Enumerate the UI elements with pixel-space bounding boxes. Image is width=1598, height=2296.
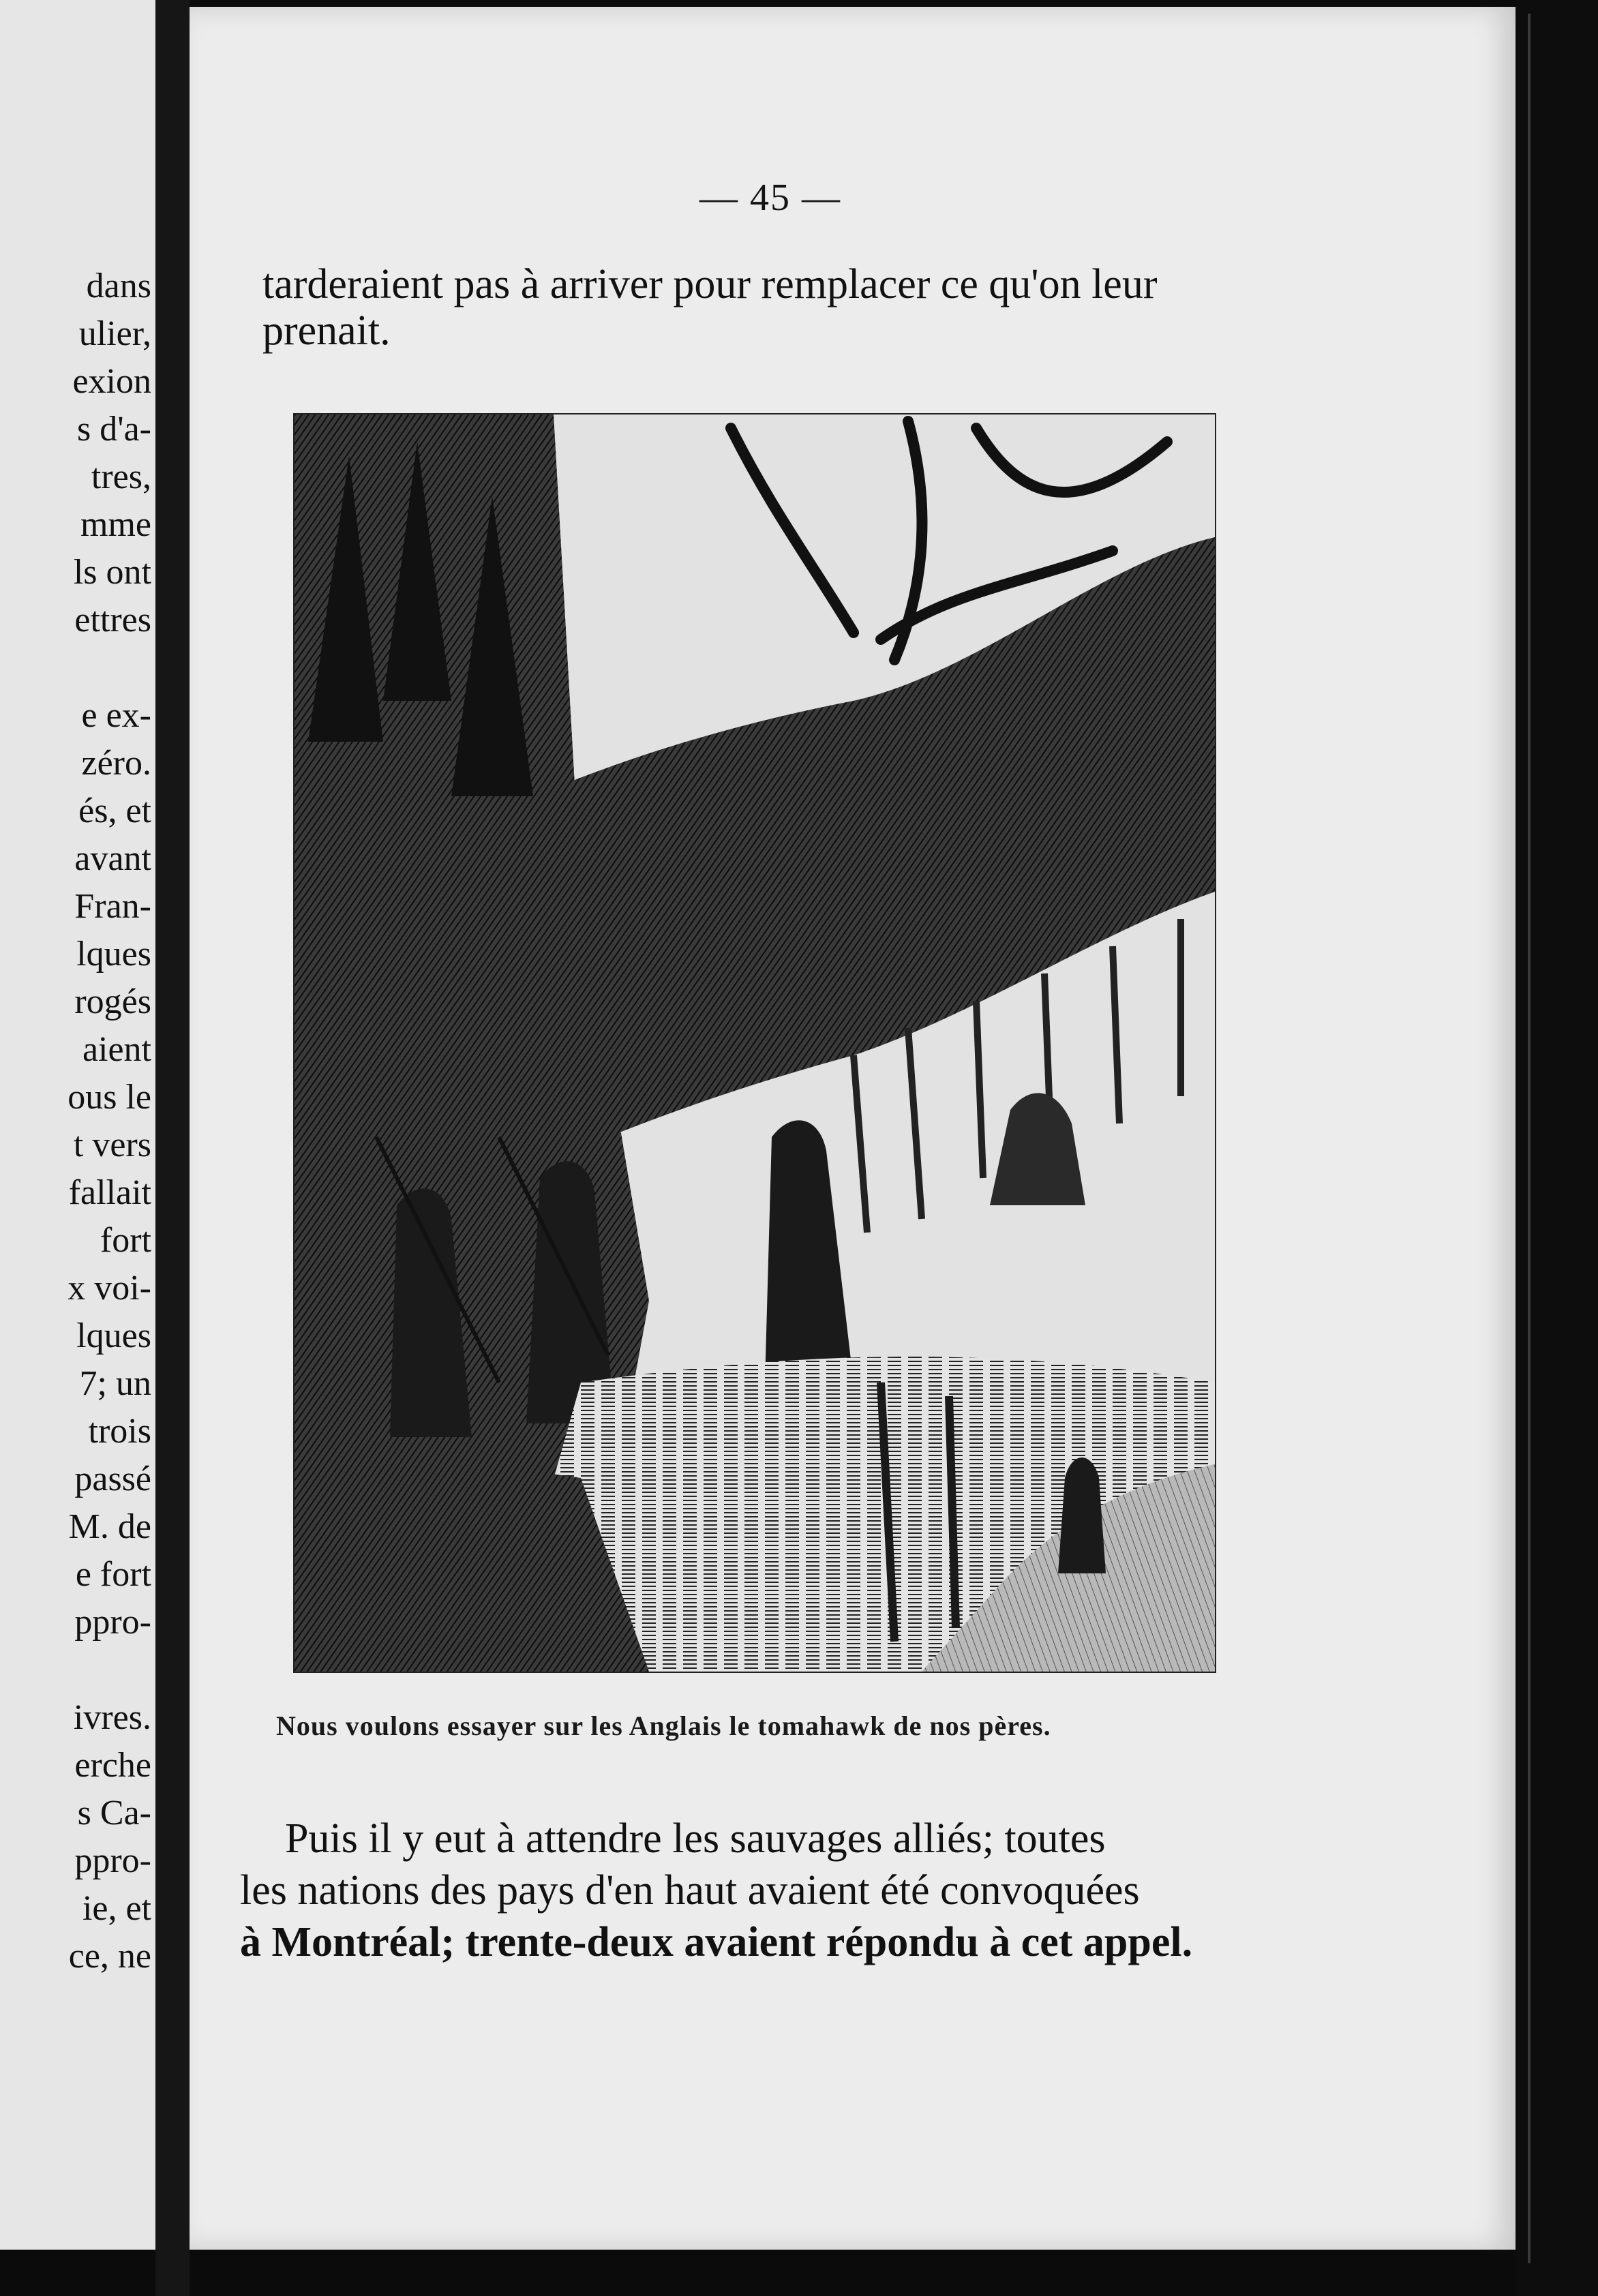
left-page-line: fort [100, 1221, 151, 1260]
left-page-line: trois [88, 1412, 151, 1451]
left-page-line: ls ont [73, 553, 151, 592]
left-page-line: Fran- [74, 887, 151, 926]
top-text-line-2: prenait. [262, 307, 391, 354]
left-page-line: ous le [67, 1078, 151, 1117]
left-page-line: e fort [75, 1555, 151, 1594]
left-page-line: ie, et [82, 1889, 151, 1928]
left-page-line: x voi- [67, 1269, 151, 1308]
left-page-line: lques [76, 1316, 151, 1355]
left-page-line: ppro- [74, 1841, 151, 1880]
book-gutter [155, 0, 190, 2296]
left-page-line: és, et [78, 791, 151, 830]
left-page-line: erche [74, 1746, 151, 1785]
left-page-line: t vers [73, 1126, 151, 1164]
left-page-line: e ex- [81, 696, 151, 735]
left-page-line: M. de [68, 1507, 151, 1546]
left-page-line: s d'a- [76, 410, 151, 449]
left-page-line: ettres [74, 601, 151, 639]
left-page-line: tres, [91, 457, 151, 496]
engraving-illustration [293, 413, 1216, 1673]
paragraph-line-1: Puis il y eut à attendre les sauvages alliés; toutes [285, 1815, 1106, 1862]
left-page-line: passé [74, 1460, 151, 1498]
left-page-line: ulier, [78, 314, 151, 353]
left-page-line: ppro- [74, 1603, 151, 1642]
left-page-fragment [0, 0, 157, 2250]
page-edge [1516, 0, 1598, 2296]
left-page-line: fallait [68, 1173, 151, 1212]
left-page-line: dans [86, 267, 151, 305]
left-page-line: exion [72, 362, 151, 401]
left-page-line: mme [80, 505, 151, 544]
left-page-line: ce, ne [68, 1937, 151, 1976]
left-page-line: aient [82, 1030, 151, 1069]
top-text-line-1: tarderaient pas à arriver pour remplacer ce qu'on leur [262, 261, 1158, 307]
left-page-line: lques [76, 935, 151, 973]
paragraph-line-2: les nations des pays d'en haut avaient été convoquées [240, 1867, 1140, 1914]
left-page-line: 7; un [79, 1364, 151, 1403]
left-page-line: s Ca- [77, 1794, 151, 1832]
illustration-caption: Nous voulons essayer sur les Anglais le tomahawk de nos pères. [276, 1710, 1051, 1741]
left-page-line: rogés [74, 982, 151, 1021]
left-page-line: zéro. [81, 744, 151, 783]
forest-stream-engraving [295, 414, 1215, 1672]
paragraph-line-3: à Montréal; trente-deux avaient répondu à cet appel. [240, 1919, 1193, 1965]
left-page-line: avant [74, 839, 151, 878]
page-number: — 45 — [699, 177, 841, 219]
left-page-line: ivres. [73, 1698, 151, 1737]
